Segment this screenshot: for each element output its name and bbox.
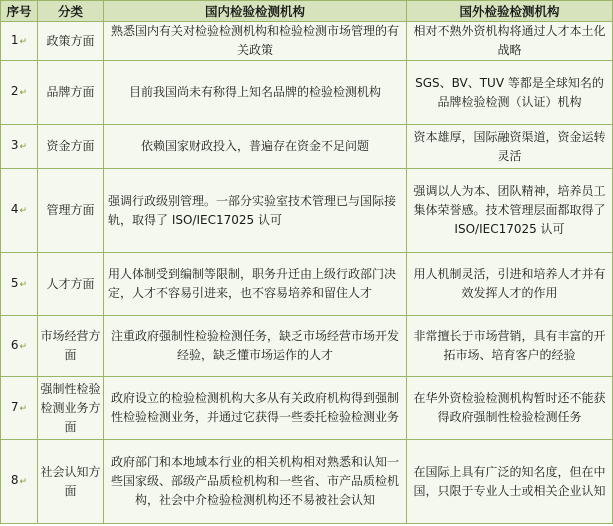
row-index: 6↵ xyxy=(1,316,38,377)
row-domestic: 强调行政级别管理。一部分实验室技术管理已与国际接轨，取得了 ISO/IEC17025 认可 xyxy=(104,169,407,253)
row-foreign: 非常擅长于市场营销，具有丰富的开拓市场、培育客户的经验 xyxy=(407,316,613,377)
row-category: 社会认知方面 xyxy=(38,440,104,524)
row-category: 强制性检验检测业务方面 xyxy=(38,377,104,440)
table-row xyxy=(1,169,613,253)
arrow-icon: ↵ xyxy=(19,206,28,216)
row-domestic: 熟悉国内有关对检验检测机构和检验检测市场管理的有关政策 xyxy=(104,22,407,61)
arrow-icon: ↵ xyxy=(19,403,28,414)
row-domestic: 政府部门和本地域本行业的相关机构相对熟悉和认知一些国家级、部级产品质检机构和一些省、市产品质检机构，社会中介检验检测机构还不易被社会认知 xyxy=(104,440,407,524)
header-row xyxy=(1,1,613,22)
table-row xyxy=(1,377,613,440)
row-domestic: 用人体制受到编制等限制，职务升迁由上级行政部门决定，人才不容易引进来，也不容易培养和留住人才 xyxy=(104,253,407,316)
row-category: 品牌方面 xyxy=(38,61,104,125)
arrow-icon: ↵ xyxy=(19,341,28,352)
row-domestic: 依赖国家财政投入，普遍存在资金不足问题 xyxy=(104,125,407,169)
table-row xyxy=(1,22,613,61)
row-index: 4↵ xyxy=(1,169,38,253)
row-foreign: 用人机制灵活，引进和培养人才并有效发挥人才的作用 xyxy=(407,253,613,316)
header-domestic: 国内检验检测机构 xyxy=(104,1,407,22)
row-index: 8↵ xyxy=(1,440,38,524)
header-foreign: 国外检验检测机构 xyxy=(407,1,613,22)
row-category: 市场经营方面 xyxy=(38,316,104,377)
header-index: 序号 xyxy=(1,1,38,22)
row-index: 2↵ xyxy=(1,61,38,125)
table-row xyxy=(1,253,613,316)
row-foreign: 相对不熟外资机构将通过人才本土化战略 xyxy=(407,22,613,61)
row-index: 5↵ xyxy=(1,253,38,316)
row-domestic: 目前我国尚未有称得上知名品牌的检验检测机构 xyxy=(104,61,407,125)
table-row xyxy=(1,440,613,524)
row-category: 政策方面 xyxy=(38,22,104,61)
arrow-icon: ↵ xyxy=(19,142,28,152)
row-foreign: 强调以人为本、团队精神，培养员工集体荣誉感。技术管理层面都取得了 ISO/IEC17025 认可 xyxy=(407,169,613,253)
arrow-icon: ↵ xyxy=(19,88,28,98)
row-category: 管理方面 xyxy=(38,169,104,253)
row-foreign: 在国际上具有广泛的知名度，但在中国，只限于专业人士或相关企业认知 xyxy=(407,440,613,524)
row-domestic: 政府设立的检验检测机构大多从有关政府机构得到强制性检验检测业务，并通过它获得一些委托检验检测业务 xyxy=(104,377,407,440)
row-index: 3↵ xyxy=(1,125,38,169)
arrow-icon: ↵ xyxy=(19,279,28,290)
arrow-icon: ↵ xyxy=(19,36,28,47)
table-row xyxy=(1,125,613,169)
row-index: 7↵ xyxy=(1,377,38,440)
row-foreign: 资本雄厚，国际融资渠道，资金运转灵活 xyxy=(407,125,613,169)
row-index: 1↵ xyxy=(1,22,38,61)
header-category: 分类 xyxy=(38,1,104,22)
row-foreign: 在华外资检验检测机构暂时还不能获得政府强制性检验检测任务 xyxy=(407,377,613,440)
arrow-icon: ↵ xyxy=(19,477,28,487)
row-category: 人才方面 xyxy=(38,253,104,316)
row-category: 资金方面 xyxy=(38,125,104,169)
table-row xyxy=(1,316,613,377)
row-foreign: SGS、BV、TUV 等都是全球知名的品牌检验检测（认证）机构 xyxy=(407,61,613,125)
table-row xyxy=(1,61,613,125)
row-domestic: 注重政府强制性检验检测任务，缺乏市场经营市场开发经验，缺乏懂市场运作的人才 xyxy=(104,316,407,377)
